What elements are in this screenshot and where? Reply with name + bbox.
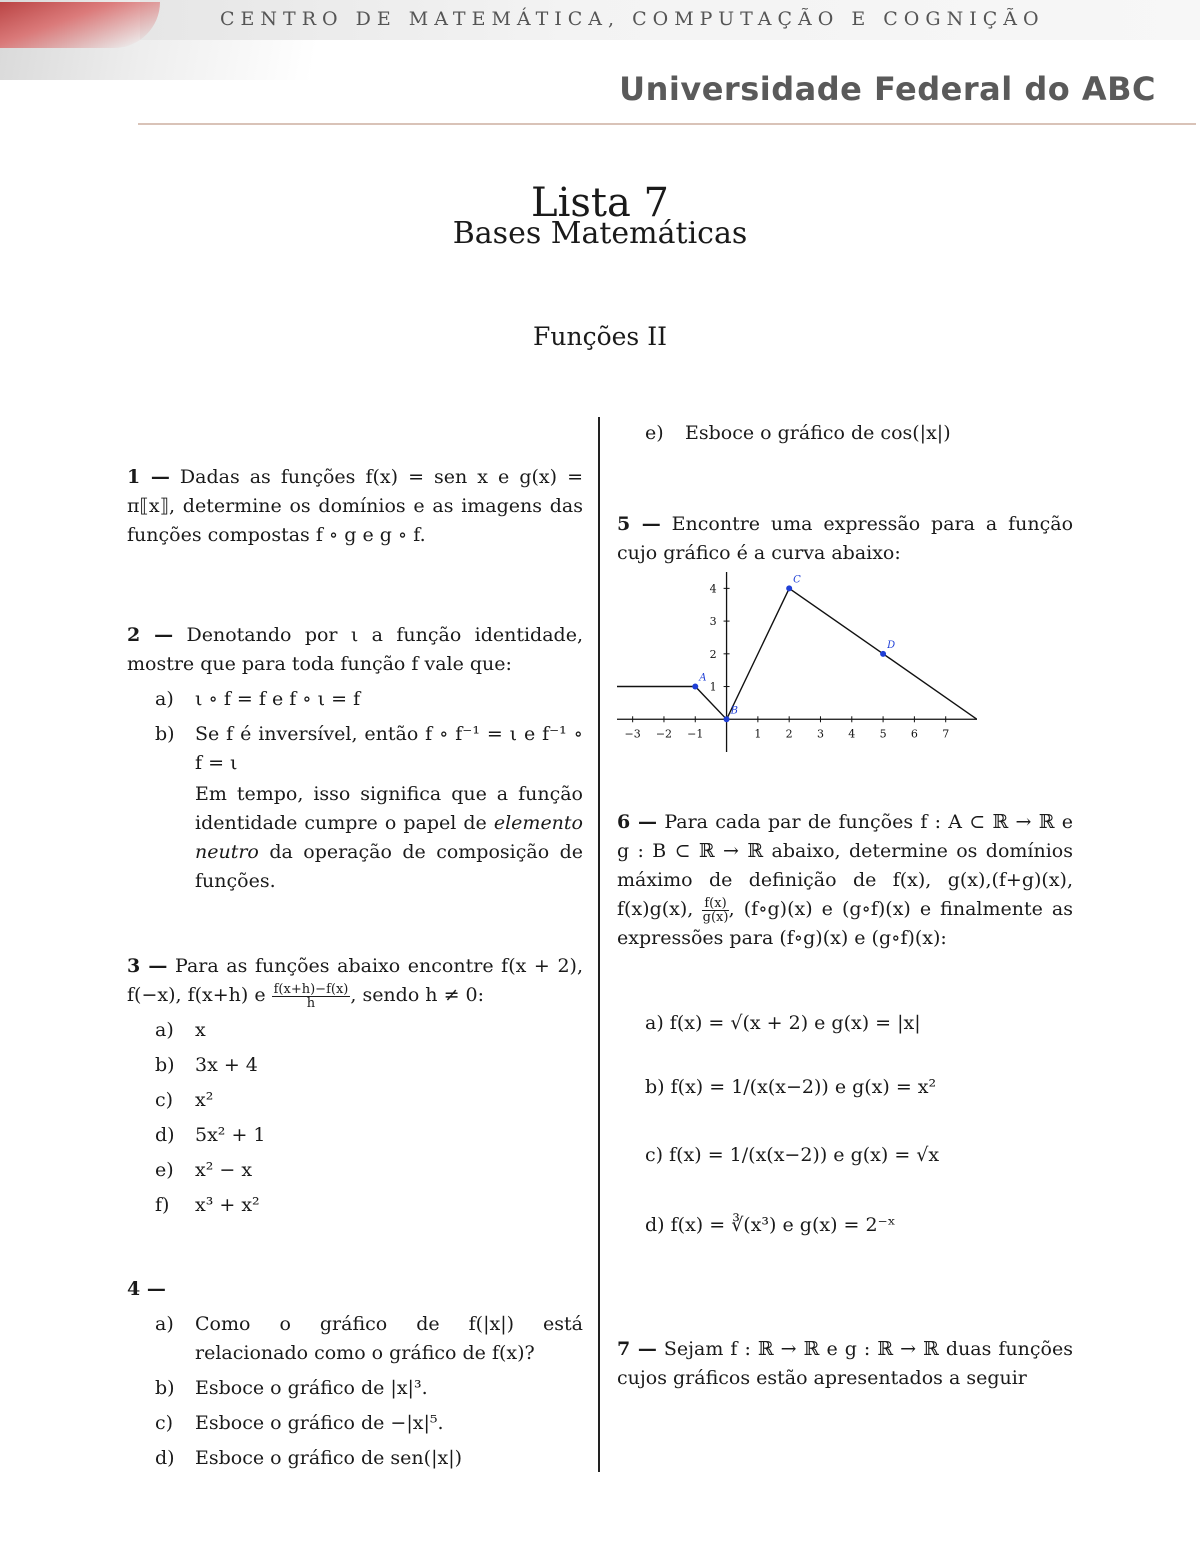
quotient-fraction: [702, 897, 728, 924]
section-title: Funções II: [533, 322, 667, 351]
y-tick-label: 4: [709, 582, 717, 596]
list-item: [127, 1444, 583, 1473]
problem-number: 3 —: [127, 955, 168, 977]
item-text: 3x + 4: [195, 1054, 258, 1076]
x-tick-label: 4: [848, 727, 856, 741]
point-d: [880, 651, 886, 657]
x-tick-label: 3: [816, 727, 824, 741]
list-item: [617, 1009, 1073, 1053]
y-tick-label: 1: [709, 680, 717, 694]
fraction-numerator: f(x+h)−f(x): [273, 981, 349, 997]
problem-number: 6 —: [617, 811, 658, 833]
item-text: x: [195, 1019, 206, 1041]
list-item: [127, 1121, 583, 1150]
item-label: d): [155, 1447, 175, 1469]
x-tick-label: 5: [879, 727, 887, 741]
header-university-name: Universidade Federal do ABC: [619, 70, 1156, 108]
item-label: a): [155, 1313, 174, 1335]
remark-emphasis: elemento neutro: [195, 812, 583, 863]
function-curve: [617, 588, 977, 719]
list-item: [617, 1211, 1073, 1255]
remark-text: Em tempo, isso significa que a função identidade cumpre o papel de: [195, 783, 583, 834]
point-label: C: [793, 574, 801, 586]
problem-number: 1 —: [127, 466, 170, 488]
item-label: e): [155, 1159, 174, 1181]
problem-number: 7 —: [617, 1338, 657, 1360]
list-item: [127, 1086, 583, 1115]
item-label: b): [155, 1377, 175, 1399]
problem-text: Para cada par de funções f : A ⊂ ℝ → ℝ e g : B ⊂ ℝ → ℝ abaixo, determine os domínios máximo de definição de f(x), g(x),(f+g)(x), f(x)g(x),: [617, 811, 1073, 920]
item-label: c): [155, 1089, 174, 1111]
list-item: [617, 1073, 1073, 1117]
problem-3: [127, 952, 583, 1010]
item-text: Se f é inversível, então f ∘ f⁻¹ = ι e f⁻¹ ∘ f = ι: [195, 723, 583, 774]
x-tick-label: 7: [942, 727, 950, 741]
left-column: [127, 463, 583, 1473]
document-title: Lista 7: [531, 180, 669, 226]
item-text: Esboce o gráfico de sen(|x|): [195, 1447, 463, 1469]
point-label: D: [887, 639, 896, 651]
item-label: b): [645, 1076, 665, 1098]
x-tick-label: 6: [910, 727, 918, 741]
problem-1: [127, 463, 583, 550]
problem-6: [617, 808, 1073, 953]
right-column: [617, 419, 1073, 1393]
item-label: d): [155, 1124, 175, 1146]
problem-text: Para as funções abaixo encontre f(x + 2), f(−x), f(x+h) e: [127, 955, 583, 1006]
problem-text: , (f∘g)(x) e (g∘f)(x) e finalmente as expressões para (f∘g)(x) e (g∘f)(x):: [617, 898, 1073, 949]
header-center-name: CENTRO DE MATEMÁTICA, COMPUTAÇÃO E COGNIÇÃO: [220, 8, 1045, 30]
x-tick-label: −3: [624, 727, 641, 741]
header-rule: [138, 123, 1196, 125]
problem-text: , sendo h ≠ 0:: [350, 984, 485, 1006]
list-item: [127, 1409, 583, 1438]
item-label: a): [155, 688, 174, 710]
list-item: [127, 1191, 583, 1220]
item-text: f(x) = 1/(x(x−2)) e g(x) = √x: [669, 1144, 940, 1166]
column-divider: [598, 417, 600, 1472]
problem-number: 5 —: [617, 513, 661, 535]
x-tick-label: −1: [687, 727, 704, 741]
item-text: x² − x: [195, 1159, 253, 1181]
point-label: B: [730, 705, 738, 717]
problem-text: Sejam f : ℝ → ℝ e g : ℝ → ℝ duas funções cujos gráficos estão apresentados a seguir: [617, 1338, 1073, 1389]
item-text: f(x) = √(x + 2) e g(x) = |x|: [669, 1012, 921, 1034]
list-item: [617, 419, 1073, 448]
item-text: Como o gráfico de f(|x|) está relacionado como o gráfico de f(x)?: [195, 1313, 583, 1364]
item-label: e): [645, 422, 664, 444]
item-text: f(x) = 1/(x(x−2)) e g(x) = x²: [670, 1076, 937, 1098]
problem-4: [127, 1275, 583, 1304]
list-item: [127, 1156, 583, 1185]
list-item: [127, 1310, 583, 1368]
list-item: [127, 685, 583, 714]
document-subtitle: Bases Matemáticas: [452, 216, 748, 251]
problem-7: [617, 1335, 1073, 1393]
problem-number: 2 —: [127, 624, 174, 646]
x-tick-label: 1: [754, 727, 762, 741]
remark: [127, 780, 583, 896]
problem-text: Encontre uma expressão para a função cujo gráfico é a curva abaixo:: [617, 513, 1074, 564]
list-item: [127, 1374, 583, 1403]
y-tick-label: 3: [709, 615, 717, 629]
item-label: c): [155, 1412, 174, 1434]
point-a: [692, 684, 698, 690]
item-text: ι ∘ f = f e f ∘ ι = f: [195, 688, 361, 710]
item-text: Esboce o gráfico de cos(|x|): [685, 422, 951, 444]
item-text: x³ + x²: [195, 1194, 260, 1216]
fraction-denominator: h: [306, 995, 316, 1011]
item-text: f(x) = ∛(x³) e g(x) = 2⁻ˣ: [670, 1214, 896, 1236]
item-label: d): [645, 1214, 665, 1236]
difference-quotient: [272, 983, 351, 1010]
list-item: [617, 1141, 1073, 1185]
item-label: b): [155, 723, 175, 745]
problem-number: 4 —: [127, 1278, 166, 1300]
point-b: [724, 716, 730, 722]
function-graph: [617, 572, 977, 752]
y-tick-label: 2: [709, 647, 717, 661]
list-item: [127, 720, 583, 778]
point-c: [786, 585, 792, 591]
x-tick-label: 2: [785, 727, 793, 741]
item-text: Esboce o gráfico de −|x|⁵.: [195, 1412, 444, 1434]
list-item: [127, 1051, 583, 1080]
item-label: a): [155, 1019, 174, 1041]
fraction-denominator: g(x): [702, 909, 729, 925]
item-text: 5x² + 1: [195, 1124, 266, 1146]
header-logo-swoosh: [0, 2, 160, 48]
problem-text: Dadas as funções f(x) = sen x e g(x) = π⟦x⟧, determine os domínios e as imagens das funções compostas f ∘ g e g ∘ f.: [127, 466, 584, 546]
item-text: x²: [195, 1089, 214, 1111]
item-label: f): [155, 1194, 170, 1216]
x-tick-label: −2: [655, 727, 673, 741]
item-label: a): [645, 1012, 664, 1034]
list-item: [127, 1016, 583, 1045]
fraction-numerator: f(x): [704, 895, 727, 911]
problem-2: [127, 621, 583, 679]
problem-text: Denotando por ι a função identidade, mostre que para toda função f vale que:: [127, 624, 583, 675]
item-label: b): [155, 1054, 175, 1076]
item-label: c): [645, 1144, 664, 1166]
problem-5: [617, 510, 1073, 568]
item-text: Esboce o gráfico de |x|³.: [195, 1377, 428, 1399]
remark-text: da operação de composição de funções.: [195, 841, 583, 892]
point-label: A: [699, 672, 707, 684]
